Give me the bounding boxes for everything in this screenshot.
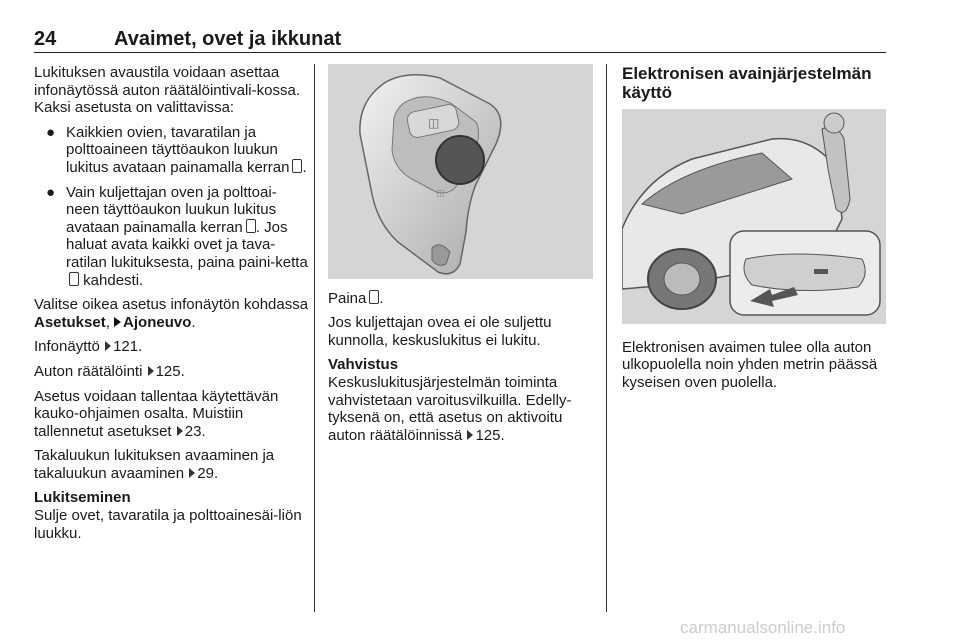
car-door-illustration <box>622 109 886 324</box>
column-divider <box>606 64 607 612</box>
svg-text:◫: ◫ <box>436 189 445 199</box>
section-heading: Elektronisen avainjärjestelmän käyttö <box>622 64 872 102</box>
unlock-key-icon <box>292 159 302 173</box>
column-3 <box>622 64 886 398</box>
lock-heading: Lukitseminen <box>34 489 131 507</box>
ref-page: 29. <box>197 464 219 482</box>
distance-text: Elektronisen avaimen tulee olla auton ulkopuolella noin yhden metrin päässä kyseisen oven puolella. <box>622 338 878 391</box>
ref-page: 23. <box>184 422 206 440</box>
page-ref-icon <box>148 366 154 376</box>
ref-text: Auton räätälöinti <box>34 362 143 380</box>
cross-reference <box>34 338 309 356</box>
svg-text:◫: ◫ <box>428 116 440 130</box>
lock-text: Sulje ovet, tavaratila ja polttoainesäi-liön luukku. <box>34 507 302 542</box>
bullet-dot-icon: ● <box>46 183 56 201</box>
lock-key-icon <box>369 290 379 304</box>
page-ref-icon <box>189 468 195 478</box>
vehicle-link: Ajoneuvo <box>123 313 192 331</box>
settings-link: Asetukset <box>34 313 106 331</box>
confirm-text <box>328 374 593 444</box>
bullet-dot-icon: ● <box>46 123 56 141</box>
bullet-item <box>34 184 309 290</box>
key-fob-illustration <box>328 64 593 279</box>
page-number: 24 <box>34 28 57 50</box>
confirm-heading: Vahvistus <box>328 356 399 374</box>
ref-text: Infonäyttö <box>34 338 100 356</box>
ref-page: 121. <box>113 338 143 356</box>
cross-reference <box>34 363 309 381</box>
ref-page: 125. <box>475 426 505 444</box>
bullet-text: Vain kuljettajan oven ja polttoai-neen täyttöaukon luukun lukitus avataan painamalla kerran <box>66 183 277 236</box>
settings-path: Valitse oikea asetus infonäytön kohdassa Asetukset, Ajoneuvo. <box>34 296 309 331</box>
store-text <box>34 388 309 441</box>
intro-text: Lukituksen avaustila voidaan asettaa infonäytössä auton räätälöintivali-kossa. Kaksi asetusta on valittavissa: <box>34 64 300 117</box>
page-ref-icon <box>467 430 473 440</box>
watermark: carmanualsonline.info <box>680 618 846 637</box>
ref-page: 125. <box>155 362 185 380</box>
trunk-body: Takaluukun lukituksen avaaminen ja takaluukun avaaminen <box>34 447 275 482</box>
unlock-key-icon <box>246 219 256 233</box>
settings-text: Valitse oikea asetus infonäytön kohdassa <box>34 296 309 314</box>
bullet-item: ● Kaikkien ovien, tavaratilan ja polttoaineen täyttöaukon luukun lukitus avataan painamalla kerran . <box>46 123 307 176</box>
bullet-text: . Jos haluat avata kaikki ovet ja tava-ratilan lukituksesta, paina paini-ketta <box>66 218 308 271</box>
unlock-key-icon <box>69 272 79 286</box>
confirm-body: Keskuslukitusjärjestelmän toiminta vahvistetaan varoitusvilkuilla. Edelly-tyksenä on, että asetus on aktivoitu auton räätälöinnissä <box>328 373 572 444</box>
menu-arrow-icon <box>114 317 121 327</box>
column-1 <box>34 64 309 549</box>
bullet-text: kahdesti. <box>79 271 144 289</box>
trunk-text <box>34 447 309 482</box>
door-note: Jos kuljettajan ovea ei ole suljettu kunnolla, keskuslukitus ei lukitu. <box>328 314 552 349</box>
column-2 <box>328 64 593 451</box>
page-ref-icon <box>105 341 111 351</box>
store-body: Asetus voidaan tallentaa käytettävän kauko-ohjaimen osalta. Muistiin tallennetut asetukset <box>34 387 279 440</box>
press-instruction: Paina . <box>328 289 384 307</box>
page-header <box>34 28 886 53</box>
page-title: Avaimet, ovet ja ikkunat <box>114 28 342 50</box>
column-divider <box>314 64 315 612</box>
page-ref-icon <box>177 426 183 436</box>
press-text: Paina <box>328 289 367 307</box>
bullet-text: Kaikkien ovien, tavaratilan ja polttoaineen täyttöaukon luukun lukitus avataan painamalla kerran <box>66 123 290 176</box>
